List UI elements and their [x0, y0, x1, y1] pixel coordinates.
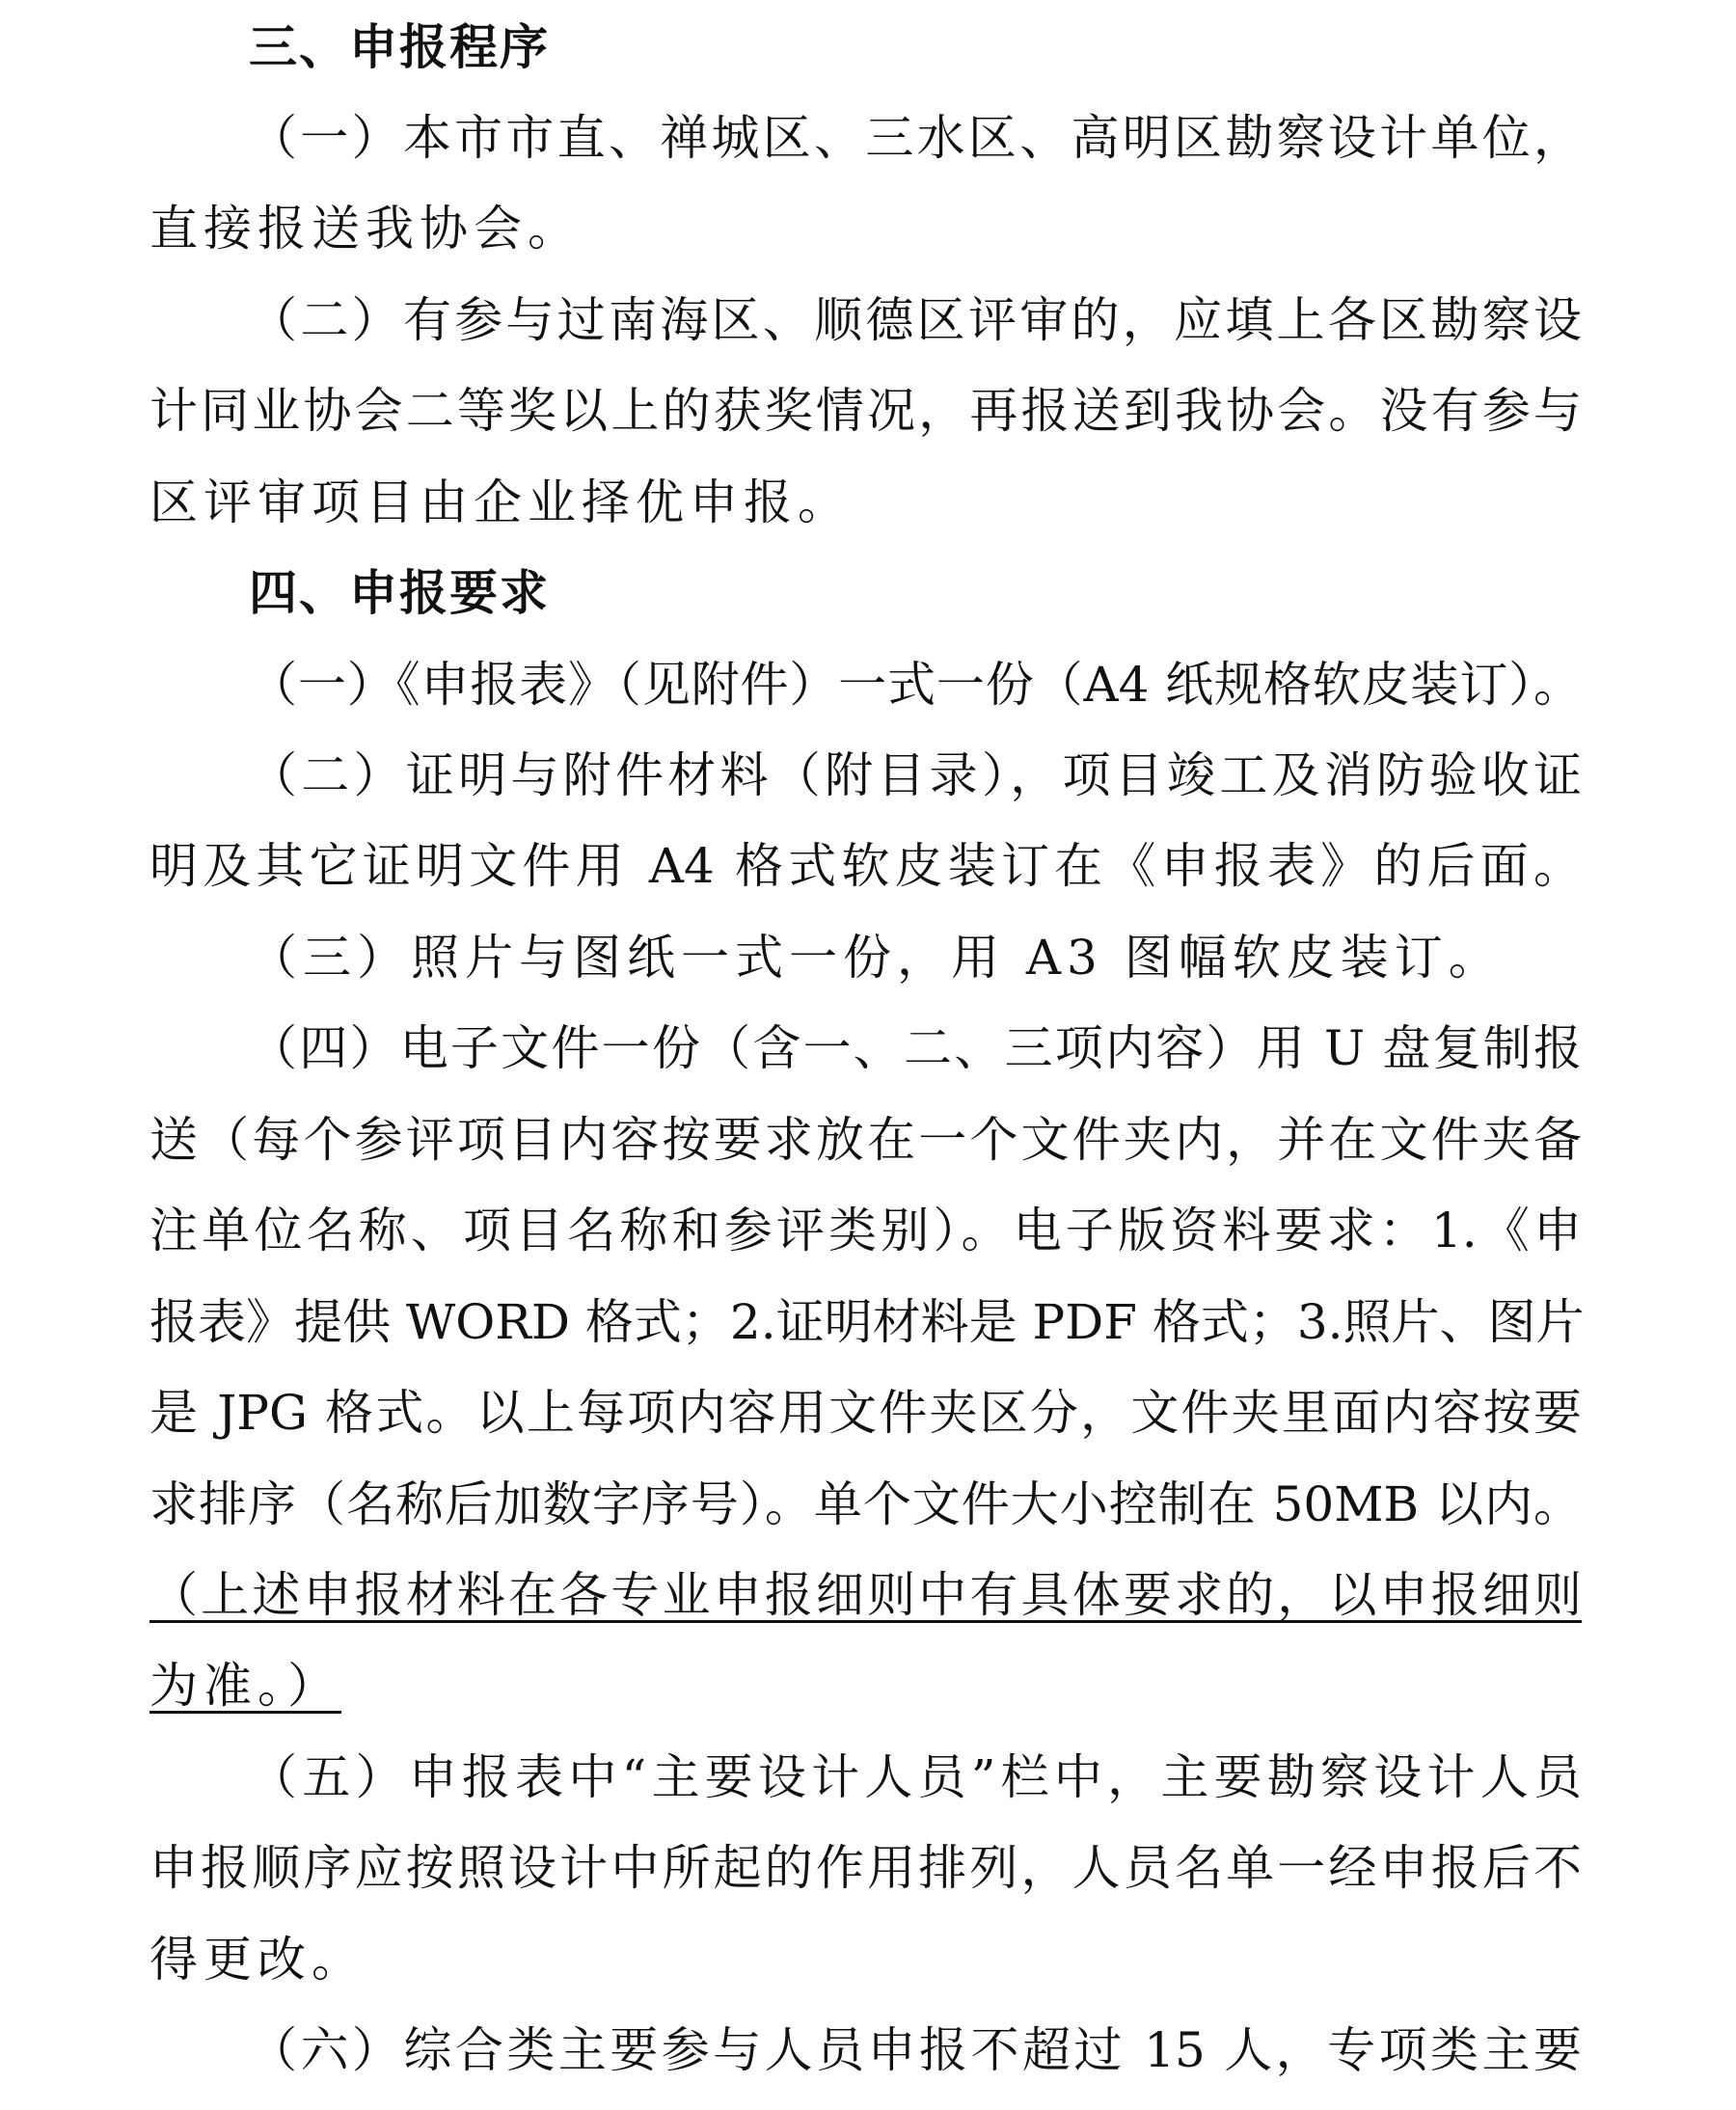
paragraph-line: （二）有参与过南海区、顺德区评审的，应填上各区勘察设 [249, 292, 1582, 348]
underlined-note-line: （上述申报材料在各专业申报细则中有具体要求的，以申报细则 [149, 1567, 1582, 1623]
paragraph-line: （一）本市市直、禅城区、三水区、高明区勘察设计单位， [249, 110, 1582, 166]
paragraph-line: 送（每个参评项目内容按要求放在一个文件夹内，并在文件夹备 [149, 1112, 1582, 1168]
paragraph-line: 申报顺序应按照设计中所起的作用排列，人员名单一经申报后不 [149, 1840, 1582, 1896]
underlined-note-line: 为准。） [149, 1658, 341, 1714]
paragraph-line: 得更改。 [149, 1932, 366, 1988]
paragraph-line: （四）电子文件一份（含一、二、三项内容）用 U 盘复制报 [249, 1020, 1582, 1076]
paragraph-line: （五）申报表中“主要设计人员”栏中，主要勘察设计人员 [249, 1749, 1582, 1805]
paragraph-line: 明及其它证明文件用 A4 格式软皮装订在《申报表》的后面。 [149, 838, 1582, 894]
paragraph-line: （三）照片与图纸一式一份，用 A3 图幅软皮装订。 [249, 930, 1503, 986]
paragraph-line: 是 JPG 格式。以上每项内容用文件夹区分，文件夹里面内容按要 [149, 1385, 1582, 1441]
paragraph-line: 计同业协会二等奖以上的获奖情况，再报送到我协会。没有参与 [149, 383, 1582, 439]
paragraph-line: 求排序（名称后加数字序号）。单个文件大小控制在 50MB 以内。 [149, 1476, 1582, 1532]
paragraph-line: （二）证明与附件材料（附目录），项目竣工及消防验收证 [249, 747, 1582, 803]
paragraph-line: （六）综合类主要参与人员申报不超过 15 人，专项类主要 [249, 2022, 1582, 2078]
section-heading-application-procedure: 三、申报程序 [249, 19, 550, 75]
paragraph-line: 区评审项目由企业择优申报。 [149, 474, 852, 530]
paragraph-line: 报表》提供 WORD 格式；2.证明材料是 PDF 格式；3.照片、图片 [149, 1294, 1585, 1350]
paragraph-line: （一）《申报表》（见附件）一式一份（A4 纸规格软皮装订）。 [249, 657, 1582, 713]
paragraph-line: 直接报送我协会。 [149, 201, 582, 257]
paragraph-line: 注单位名称、项目名称和参评类别）。电子版资料要求：1.《申 [149, 1203, 1582, 1258]
section-heading-application-requirements: 四、申报要求 [249, 565, 550, 621]
